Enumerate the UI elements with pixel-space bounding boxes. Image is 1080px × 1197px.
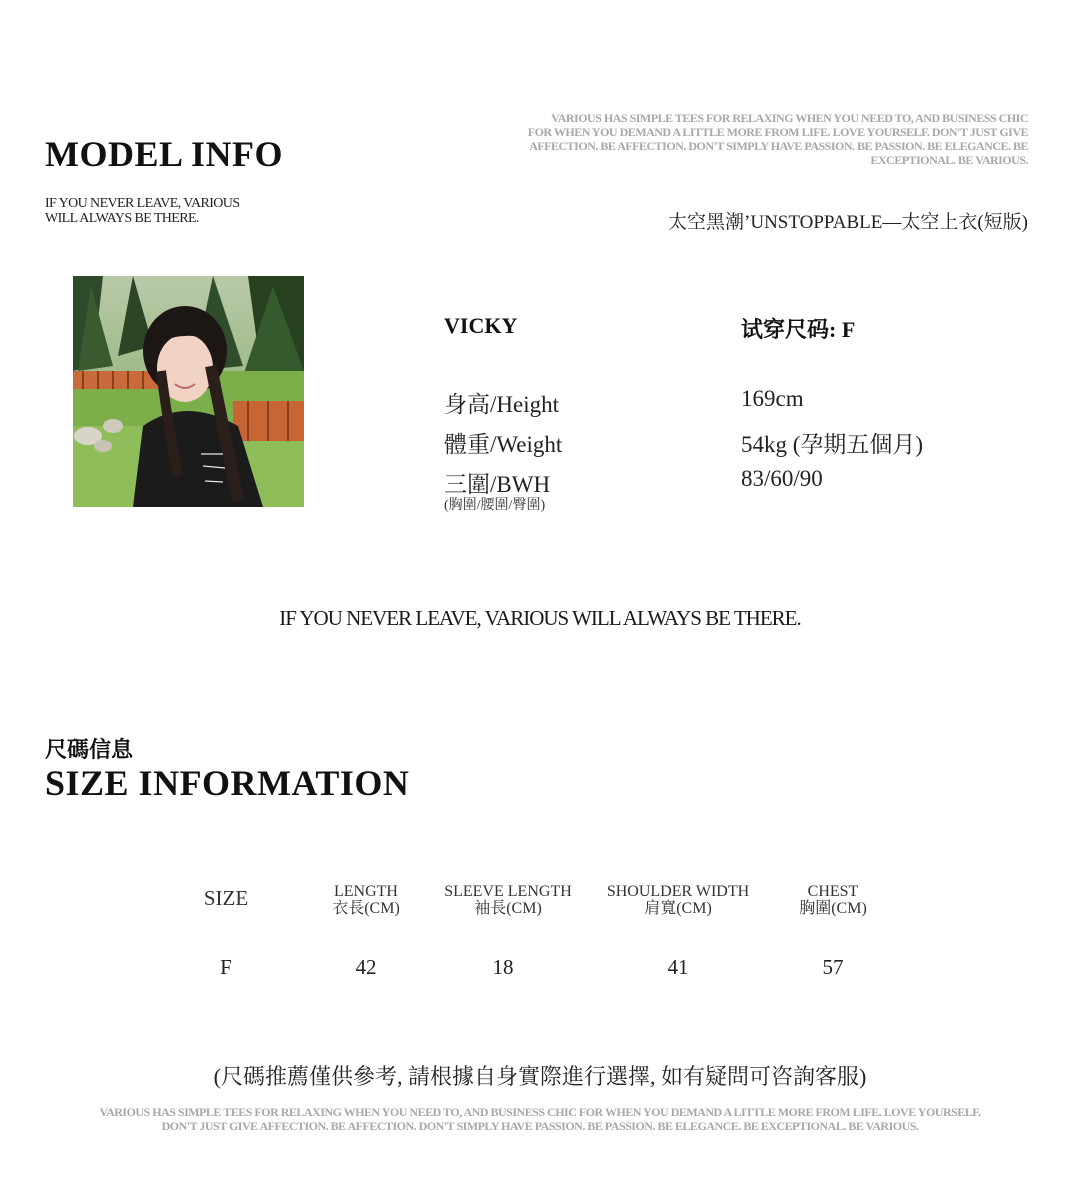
tagline: IF YOU NEVER LEAVE, VARIOUS WILL ALWAYS BE THERE. (279, 606, 801, 630)
height-label: 身高/Height (444, 392, 559, 417)
footer-paragraph-line: DON'T JUST GIVE AFFECTION. BE AFFECTION. DON'T SIMPLY HAVE PASSION. BE PASSION. BE ELEGANCE. BE EXCEPTIONAL. BE VARIOUS. (161, 1119, 919, 1133)
brand-paragraph (468, 111, 1028, 167)
col-header-en: SHOULDER WIDTH (606, 883, 750, 900)
height-value: 169cm (741, 386, 804, 411)
product-name: 太空黑潮’UNSTOPPABLE—太空上衣(短版) (668, 212, 1028, 233)
table-cell-length: 42 (355, 955, 377, 979)
brand-paragraph-line: AFFECTION. BE AFFECTION. DON'T SIMPLY HAVE PASSION. BE PASSION. BE ELEGANCE. BE (529, 139, 1028, 153)
table-cell-size: F (220, 955, 232, 979)
bwh-sublabel: (胸圍/腰圍/臀圍) (444, 498, 546, 513)
bwh-label: 三圍/BWH (444, 472, 551, 497)
col-header-sleeve-length (428, 883, 588, 917)
small-tagline (45, 196, 239, 226)
brand-paragraph-line: EXCEPTIONAL. BE VARIOUS. (870, 153, 1028, 167)
size-tried-label: 试穿尺码: F (741, 317, 856, 342)
model-name: VICKY (444, 313, 518, 338)
col-header-cn: 衣長(CM) (332, 900, 400, 917)
table-cell-chest: 57 (822, 955, 844, 979)
weight-value: 54kg (孕期五個月) (741, 432, 924, 457)
table-cell-sleeve-length: 18 (492, 955, 514, 979)
footer-paragraph-line: VARIOUS HAS SIMPLE TEES FOR RELAXING WHEN YOU NEED TO, AND BUSINESS CHIC FOR WHEN YOU DEMAND A LITTLE MORE FROM LIFE. LOVE YOURSELF. (99, 1105, 981, 1119)
brand-paragraph-line: FOR WHEN YOU DEMAND A LITTLE MORE FROM LIFE. LOVE YOURSELF. DON'T JUST GIVE (527, 125, 1028, 139)
col-header-en: LENGTH (334, 883, 398, 900)
col-header-chest (773, 883, 893, 917)
model-photo (73, 276, 304, 507)
footer-paragraph (40, 1105, 1040, 1133)
size-heading-en: SIZE INFORMATION (45, 763, 410, 803)
weight-label: 體重/Weight (444, 432, 563, 457)
size-note: (尺碼推薦僅供參考, 請根據自身實際進行選擇, 如有疑問可咨詢客服) (213, 1064, 867, 1089)
col-header-shoulder-width (593, 883, 763, 917)
col-header-length (306, 883, 426, 917)
col-header-en: SIZE (203, 886, 249, 910)
col-header-size (186, 886, 266, 910)
bwh-value: 83/60/90 (741, 466, 823, 491)
col-header-cn: 袖長(CM) (474, 900, 542, 917)
small-tagline-line: WILL ALWAYS BE THERE. (45, 211, 199, 226)
col-header-cn: 肩寬(CM) (644, 900, 712, 917)
col-header-en: CHEST (807, 883, 859, 900)
table-cell-shoulder-width: 41 (667, 955, 689, 979)
small-tagline-line: IF YOU NEVER LEAVE, VARIOUS (45, 196, 240, 211)
brand-paragraph-line: VARIOUS HAS SIMPLE TEES FOR RELAXING WHEN YOU NEED TO, AND BUSINESS CHIC (551, 111, 1028, 125)
col-header-en: SLEEVE LENGTH (444, 883, 572, 900)
col-header-cn: 胸圍(CM) (799, 900, 867, 917)
page-title: MODEL INFO (45, 134, 284, 174)
size-heading-cn: 尺碼信息 (45, 737, 134, 762)
